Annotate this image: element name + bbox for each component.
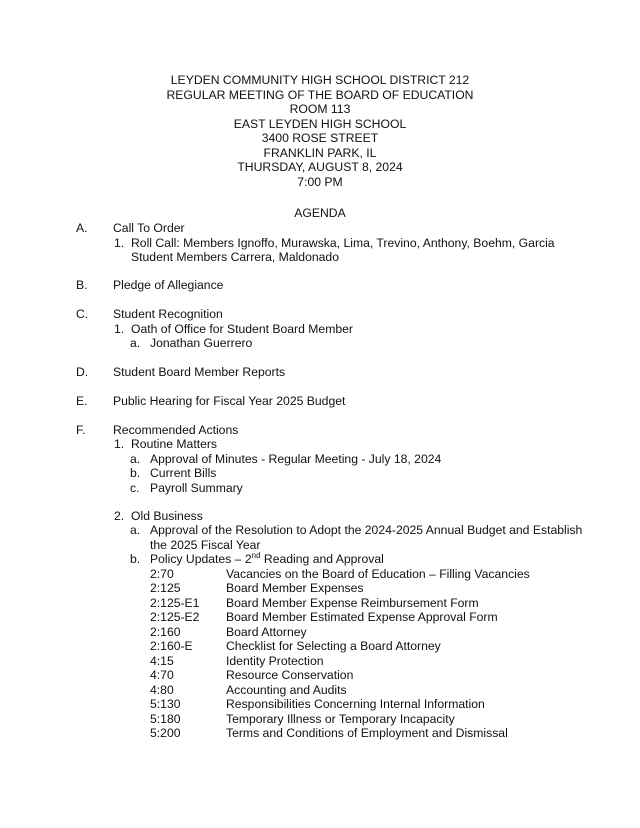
section-c-title: Student Recognition bbox=[113, 307, 223, 321]
section-a-letter: A. bbox=[76, 221, 88, 235]
policy-title: Vacancies on the Board of Education – Filling Vacancies bbox=[226, 567, 530, 581]
section-f-title: Recommended Actions bbox=[113, 423, 239, 437]
old-business-number: 2. bbox=[114, 509, 125, 523]
routine-item-text: Payroll Summary bbox=[150, 481, 243, 495]
policy-updates-letter: b. bbox=[130, 552, 141, 566]
section-c-letter: C. bbox=[76, 307, 89, 321]
city-state: FRANKLIN PARK, IL bbox=[263, 145, 377, 160]
policy-code: 4:80 bbox=[150, 683, 174, 697]
policy-title: Responsibilities Concerning Internal Information bbox=[226, 697, 485, 711]
budget-resolution-text: Approval of the Resolution to Adopt the 2024-2025 Annual Budget and Establish bbox=[150, 523, 583, 537]
policy-updates-suffix: Reading and Approval bbox=[260, 552, 384, 566]
meeting-type: REGULAR MEETING OF THE BOARD OF EDUCATION bbox=[166, 87, 474, 102]
roll-call-text: Roll Call: Members Ignoffo, Murawska, Lima, Trevino, Anthony, Boehm, Garcia bbox=[131, 236, 555, 250]
budget-resolution-continuation: the 2025 Fiscal Year bbox=[150, 538, 261, 552]
policy-code: 5:200 bbox=[150, 726, 181, 740]
district-name: LEYDEN COMMUNITY HIGH SCHOOL DISTRICT 212 bbox=[170, 73, 470, 87]
section-d-title: Student Board Member Reports bbox=[113, 365, 286, 379]
policy-title: Temporary Illness or Temporary Incapacity bbox=[226, 712, 455, 726]
meeting-header bbox=[0, 73, 640, 189]
policy-title: Checklist for Selecting a Board Attorney bbox=[226, 639, 441, 653]
policy-code: 2:125-E2 bbox=[150, 610, 200, 624]
oath-sub-letter: a. bbox=[130, 336, 141, 350]
policy-code: 4:15 bbox=[150, 654, 174, 668]
policy-updates-text: Policy Updates – 2 bbox=[150, 552, 252, 566]
oath-text: Oath of Office for Student Board Member bbox=[131, 322, 353, 336]
policy-code: 2:70 bbox=[150, 567, 174, 581]
policy-code: 2:125-E1 bbox=[150, 596, 200, 610]
policy-code: 5:180 bbox=[150, 712, 181, 726]
policy-title: Board Member Expense Reimbursement Form bbox=[226, 596, 479, 610]
routine-matters-title: Routine Matters bbox=[131, 437, 218, 451]
policy-title: Board Member Estimated Expense Approval Form bbox=[226, 610, 498, 624]
school-name: EAST LEYDEN HIGH SCHOOL bbox=[233, 116, 407, 131]
section-a-title: Call To Order bbox=[113, 221, 185, 235]
policy-code: 4:70 bbox=[150, 668, 174, 682]
oath-sub-text: Jonathan Guerrero bbox=[150, 336, 253, 350]
policy-updates-ordinal: nd bbox=[251, 551, 261, 560]
section-e-title: Public Hearing for Fiscal Year 2025 Budget bbox=[113, 394, 346, 408]
street-address: 3400 ROSE STREET bbox=[261, 131, 379, 145]
policy-code: 2:160 bbox=[150, 625, 181, 639]
routine-matters-number: 1. bbox=[114, 437, 125, 451]
policy-title: Resource Conservation bbox=[226, 668, 354, 682]
policy-code: 5:130 bbox=[150, 697, 181, 711]
policy-updates-heading bbox=[150, 552, 384, 567]
roll-call-number: 1. bbox=[114, 236, 125, 250]
agenda-title: AGENDA bbox=[294, 206, 346, 220]
routine-item-letter: b. bbox=[130, 466, 141, 480]
policy-title: Identity Protection bbox=[226, 654, 324, 668]
old-business-title: Old Business bbox=[131, 509, 203, 523]
budget-resolution-letter: a. bbox=[130, 523, 141, 537]
section-b-title: Pledge of Allegiance bbox=[113, 278, 224, 292]
routine-item-letter: c. bbox=[130, 481, 140, 495]
section-d-letter: D. bbox=[76, 365, 89, 379]
section-b-letter: B. bbox=[76, 278, 88, 292]
policy-code: 2:125 bbox=[150, 581, 181, 595]
policy-title: Terms and Conditions of Employment and Dismissal bbox=[226, 726, 508, 740]
policy-code: 2:160-E bbox=[150, 639, 193, 653]
section-f-letter: F. bbox=[76, 423, 86, 437]
meeting-time: 7:00 PM bbox=[297, 174, 343, 189]
policy-title: Board Member Expenses bbox=[226, 581, 364, 595]
policy-title: Accounting and Audits bbox=[226, 683, 347, 697]
roll-call-continuation: Student Members Carrera, Maldonado bbox=[131, 250, 339, 264]
section-e-letter: E. bbox=[76, 394, 88, 408]
oath-number: 1. bbox=[114, 322, 125, 336]
routine-item-text: Approval of Minutes - Regular Meeting - July 18, 2024 bbox=[150, 452, 442, 466]
routine-item-text: Current Bills bbox=[150, 466, 217, 480]
routine-item-letter: a. bbox=[130, 452, 141, 466]
meeting-room: ROOM 113 bbox=[289, 102, 351, 116]
policy-title: Board Attorney bbox=[226, 625, 307, 639]
meeting-date: THURSDAY, AUGUST 8, 2024 bbox=[237, 160, 403, 174]
